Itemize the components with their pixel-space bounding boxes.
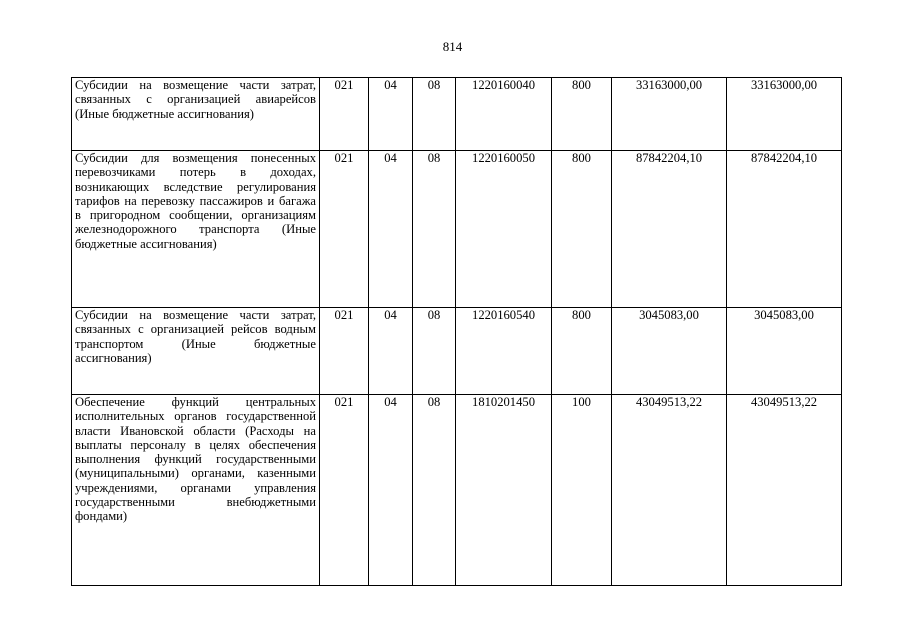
row-target-article: 1810201450 bbox=[456, 395, 552, 586]
row-target-article: 1220160040 bbox=[456, 78, 552, 151]
row-section-code: 04 bbox=[369, 395, 413, 586]
row-description: Субсидии для возмещения понесенных перевозчиками потерь в доходах, возникающих вследствие регулирования тарифов на перевозку пассажиров и багажа в пригородном сообщении, организациям железнодорожного транспорта (Иные бюджетные ассигнования) bbox=[72, 151, 320, 308]
row-section-code: 04 bbox=[369, 308, 413, 395]
row-sum-2: 43049513,22 bbox=[727, 395, 842, 586]
table-row bbox=[72, 78, 842, 151]
row-sum-2: 87842204,10 bbox=[727, 151, 842, 308]
row-expense-type: 100 bbox=[552, 395, 612, 586]
row-grbs-code: 021 bbox=[320, 78, 369, 151]
table-row bbox=[72, 308, 842, 395]
row-expense-type: 800 bbox=[552, 151, 612, 308]
row-sum-1: 33163000,00 bbox=[612, 78, 727, 151]
row-expense-type: 800 bbox=[552, 78, 612, 151]
row-description: Субсидии на возмещение части затрат, связанных с организацией рейсов водным транспортом (Иные бюджетные ассигнования) bbox=[72, 308, 320, 395]
row-subsection-code: 08 bbox=[413, 308, 456, 395]
row-sum-1: 87842204,10 bbox=[612, 151, 727, 308]
row-target-article: 1220160050 bbox=[456, 151, 552, 308]
row-description: Обеспечение функций центральных исполнительных органов государственной власти Ивановской области (Расходы на выплаты персоналу в целях обеспечения выполнения функций государственными (муниципальными) органами, казенными учреждениями, органами управления государственными внебюджетными фондами) bbox=[72, 395, 320, 586]
row-section-code: 04 bbox=[369, 151, 413, 308]
row-grbs-code: 021 bbox=[320, 308, 369, 395]
row-subsection-code: 08 bbox=[413, 395, 456, 586]
row-sum-1: 43049513,22 bbox=[612, 395, 727, 586]
row-section-code: 04 bbox=[369, 78, 413, 151]
row-subsection-code: 08 bbox=[413, 78, 456, 151]
row-sum-1: 3045083,00 bbox=[612, 308, 727, 395]
table-row bbox=[72, 151, 842, 308]
row-description: Субсидии на возмещение части затрат, связанных с организацией авиарейсов (Иные бюджетные ассигнования) bbox=[72, 78, 320, 151]
table-row bbox=[72, 395, 842, 586]
row-expense-type: 800 bbox=[552, 308, 612, 395]
row-target-article: 1220160540 bbox=[456, 308, 552, 395]
row-subsection-code: 08 bbox=[413, 151, 456, 308]
budget-table bbox=[71, 77, 842, 586]
row-grbs-code: 021 bbox=[320, 395, 369, 586]
page-number: 814 bbox=[442, 39, 463, 54]
row-sum-2: 3045083,00 bbox=[727, 308, 842, 395]
row-grbs-code: 021 bbox=[320, 151, 369, 308]
row-sum-2: 33163000,00 bbox=[727, 78, 842, 151]
